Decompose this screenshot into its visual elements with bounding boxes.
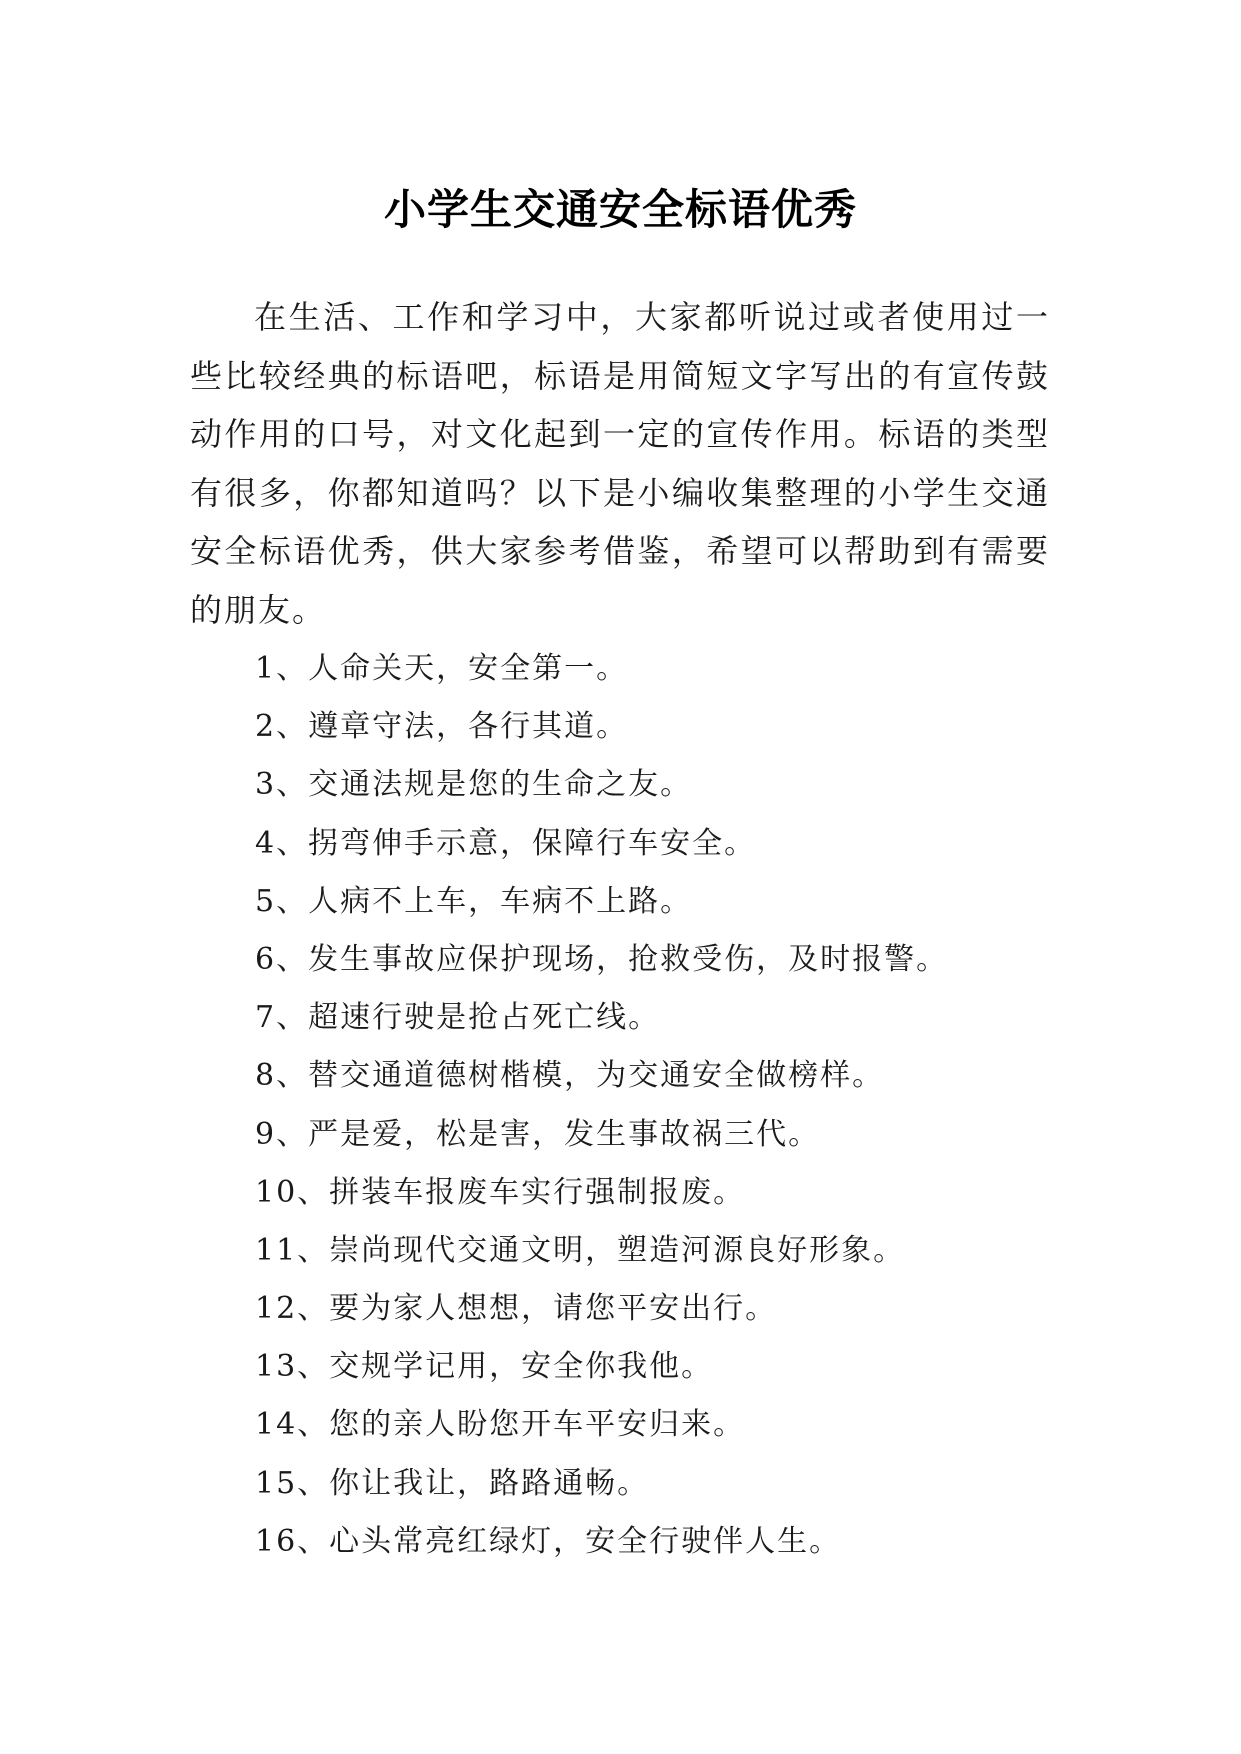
slogan-item: 15、你让我让，路路通畅。 [255, 1465, 650, 1501]
slogan-item: 13、交规学记用，安全你我他。 [255, 1349, 714, 1385]
slogan-item: 14、您的亲人盼您开车平安归来。 [255, 1407, 746, 1443]
slogan-item: 10、拼装车报废车实行强制报废。 [255, 1174, 746, 1210]
slogan-item: 7、超速行驶是抢占死亡线。 [255, 1000, 661, 1036]
slogan-list [255, 640, 1115, 1571]
slogan-item: 5、人病不上车，车病不上路。 [255, 883, 693, 919]
slogan-item: 11、崇尚现代交通文明，塑造河源良好形象。 [255, 1232, 906, 1268]
slogan-item: 12、要为家人想想，请您平安出行。 [255, 1291, 778, 1327]
intro-paragraph: 在生活、工作和学习中，大家都听说过或者使用过一些比较经典的标语吧，标语是用简短文字写出的有宣传鼓动作用的口号，对文化起到一定的宣传作用。标语的类型有很多，你都知道吗？以下是小编收集整理的小学生交通安全标语优秀，供大家参考借鉴，希望可以帮助到有需要的朋友。 [190, 298, 1050, 629]
slogan-item: 9、严是爱，松是害，发生事故祸三代。 [255, 1116, 821, 1152]
slogan-item: 2、遵章守法，各行其道。 [255, 709, 629, 745]
slogan-item: 6、发生事故应保护现场，抢救受伤，及时报警。 [255, 941, 949, 977]
slogan-item: 3、交通法规是您的生命之友。 [255, 767, 693, 803]
slogan-item: 1、人命关天，安全第一。 [255, 651, 629, 686]
slogan-item: 16、心头常亮红绿灯，安全行驶伴人生。 [255, 1523, 842, 1559]
document-title: 小学生交通安全标语优秀 [383, 185, 857, 235]
slogan-item: 4、拐弯伸手示意，保障行车安全。 [255, 825, 757, 861]
slogan-item: 8、替交通道德树楷模，为交通安全做榜样。 [255, 1058, 885, 1094]
